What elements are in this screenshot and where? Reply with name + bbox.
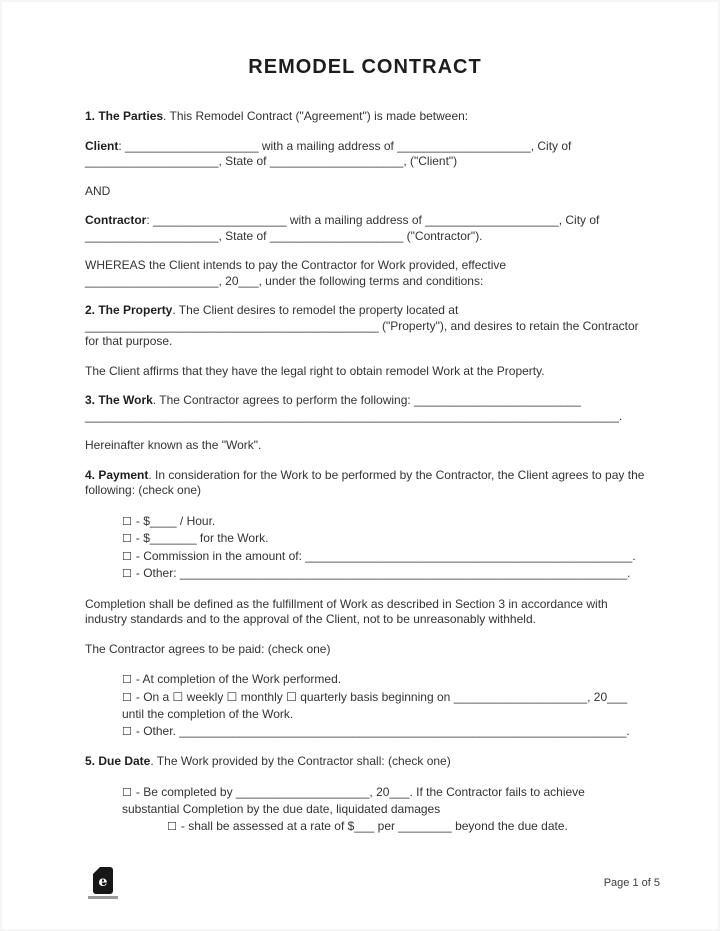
section-2-property: [85, 303, 645, 350]
checkbox-icon: ☐: [122, 691, 132, 704]
paid-option-other-label: - Other. ___________________________________________________________________.: [135, 723, 630, 738]
section-1-text: . This Remodel Contract ("Agreement") is made between:: [163, 109, 469, 123]
paid-option-at-completion-label: - At completion of the Work performed.: [135, 672, 342, 686]
payment-option-hourly: [122, 513, 645, 531]
section-4-payment: [85, 468, 645, 499]
payment-option-commission-label: - Commission in the amount of: _________________________________________________.: [135, 548, 636, 563]
page-number: Page 1 of 5: [603, 877, 660, 889]
page-title: REMODEL CONTRACT: [248, 56, 482, 78]
due-date-option-completed-by: [122, 784, 645, 818]
paid-option-other: [122, 723, 645, 741]
folded-corner-icon: [93, 867, 100, 874]
checkbox-icon: ☐: [122, 533, 132, 545]
section-1-parties: [85, 109, 645, 125]
and-separator: AND: [85, 183, 111, 198]
section-4-text: . In consideration for the Work to be performed by the Contractor, the Client agrees to pay the following: (check one): [85, 467, 645, 497]
checkbox-icon: ☐: [122, 786, 132, 799]
checkbox-icon: ☐: [122, 515, 132, 528]
completion-definition: Completion shall be defined as the fulfillment of Work as described in Section 3 in accordance with industry standards and to the approval of the Client, not to be unreasonably withheld.: [85, 596, 608, 626]
paid-options: [122, 671, 645, 740]
contractor-label: Contractor: [85, 213, 147, 227]
paid-intro: The Contractor agrees to be paid: (check one): [85, 641, 331, 656]
client-blanks: : ____________________ with a mailing address of ____________________, City of ____________________, State of ____________________, ("Client"): [85, 138, 572, 168]
section-5-text: . The Work provided by the Contractor shall: (check one): [150, 754, 451, 768]
section-3-text: . The Contractor agrees to perform the following: _________________________ ________________________________________________________________________________.: [85, 393, 623, 423]
section-3-work: [85, 393, 645, 424]
eforms-logo-document: [93, 867, 113, 894]
eforms-logo-baseline: [88, 896, 118, 899]
section-5-due-date: [85, 754, 645, 770]
page-footer: [88, 867, 660, 899]
payment-option-fixed: [122, 530, 645, 548]
section-1-heading: 1. The Parties: [85, 109, 164, 123]
section-5-heading: 5. Due Date: [85, 754, 151, 768]
payment-option-hourly-label: - $____ / Hour.: [135, 513, 216, 528]
eforms-logo-letter: e: [98, 873, 108, 890]
payment-option-commission: [122, 548, 645, 566]
payment-option-other: [122, 565, 645, 583]
paid-option-at-completion: [122, 671, 645, 689]
contractor-blanks: : ____________________ with a mailing address of ____________________, City of ____________________, State of ____________________ ("Contractor").: [85, 213, 600, 243]
due-date-options: [122, 784, 645, 836]
checkbox-icon: ☐: [122, 568, 132, 580]
section-2-heading: 2. The Property: [85, 303, 173, 317]
due-date-suboption-label: - shall be assessed at a rate of $___ per ________ beyond the due date.: [180, 818, 568, 833]
work-known-as: Hereinafter known as the "Work".: [85, 438, 262, 452]
checkbox-icon: ☐: [122, 725, 132, 738]
payment-options: [122, 513, 645, 583]
payment-option-other-label: - Other: ___________________________________________________________________.: [135, 566, 631, 580]
section-3-heading: 3. The Work: [85, 393, 153, 407]
eforms-logo-icon: [88, 867, 118, 899]
due-date-option-completed-by-label: - Be completed by ____________________, 20___. If the Contractor fails to achieve substantial Completion by the due date, liquidated damages: [122, 784, 585, 816]
client-clause: [85, 139, 645, 170]
due-date-suboption-liquidated-damages: [167, 818, 645, 836]
paid-option-periodic-label: - On a ☐ weekly ☐ monthly ☐ quarterly basis beginning on ____________________, 20___ until the completion of the Work.: [122, 689, 628, 721]
payment-option-fixed-label: - $_______ for the Work.: [135, 531, 269, 545]
property-affirmation: The Client affirms that they have the legal right to obtain remodel Work at the Property.: [85, 363, 545, 378]
checkbox-icon: ☐: [122, 550, 132, 563]
section-4-heading: 4. Payment: [85, 467, 149, 482]
contractor-clause: [85, 213, 645, 244]
whereas-clause: WHEREAS the Client intends to pay the Contractor for Work provided, effective ____________________, 20___, under the following terms and conditions:: [85, 258, 507, 288]
client-label: Client: [85, 138, 119, 153]
checkbox-icon: ☐: [167, 820, 177, 833]
section-2-text: . The Client desires to remodel the property located at ____________________________________________ ("Property"), and desires to retain the Contractor for that purpose.: [85, 303, 639, 348]
checkbox-icon: ☐: [122, 674, 132, 686]
paid-option-periodic: [122, 689, 645, 723]
